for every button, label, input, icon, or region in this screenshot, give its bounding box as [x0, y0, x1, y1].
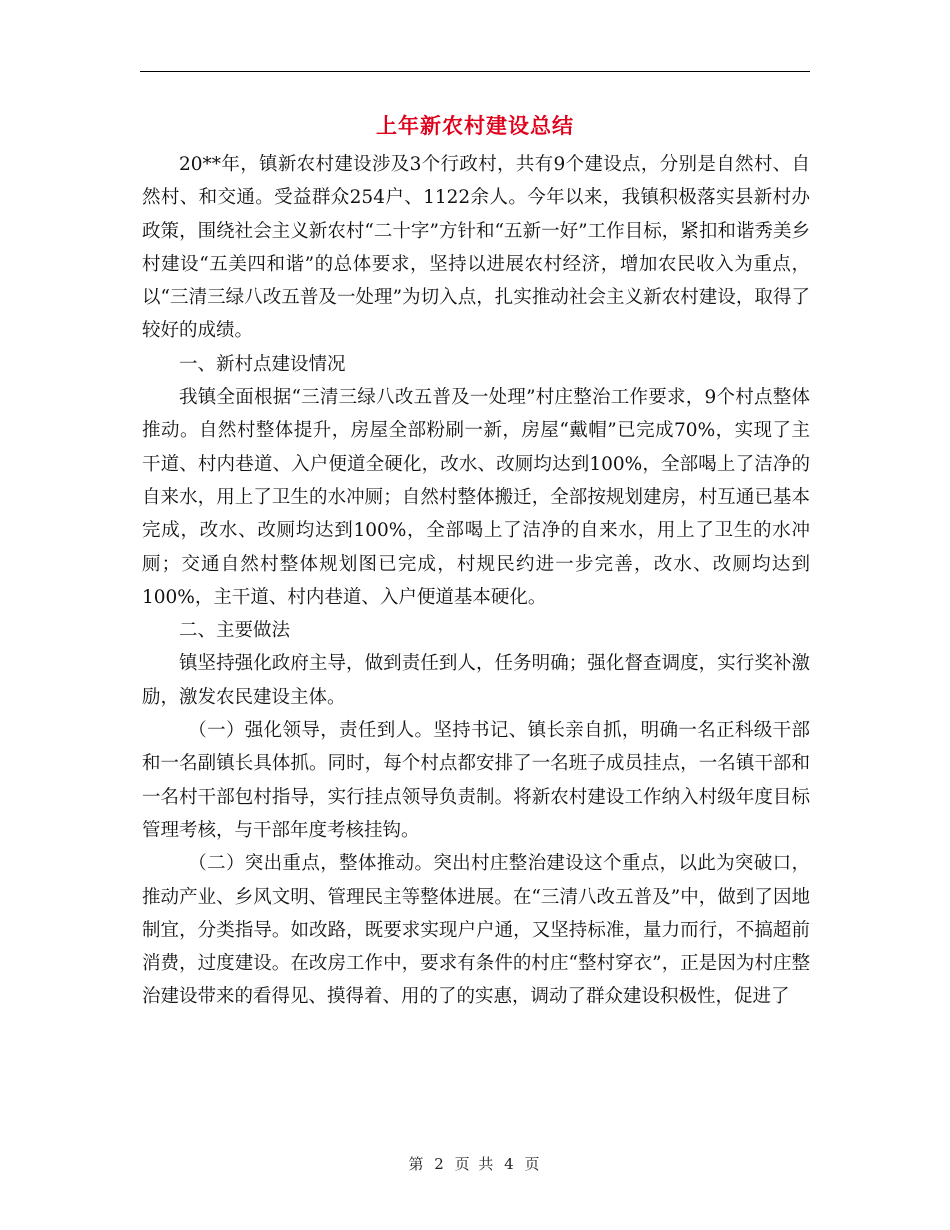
paragraph-village-status: 我镇全面根据“三清三绿八改五普及一处理”村庄整治工作要求，9个村点整体推动。自然村整体提升，房屋全部粉刷一新，房屋“戴帽”已完成70%，实现了主干道、村内巷道、入户便道全硬化，改水、改厕均达到100%，全部喝上了洁净的自来水，用上了卫生的水冲厕；自然村整体搬迁，全部按规划建房，村互通已基本完成，改水、改厕均达到100%，全部喝上了洁净的自来水，用上了卫生的水冲厕；交通自然村整体规划图已完成，村规民约进一步完善，改水、改厕均达到100%，主干道、村内巷道、入户便道基本硬化。	[142, 387, 810, 608]
footer-prefix: 第	[408, 1155, 426, 1173]
header-rule	[140, 71, 810, 72]
footer-suffix: 页	[524, 1155, 542, 1173]
section-heading-2: 二、主要做法	[179, 620, 291, 642]
document-body	[142, 148, 810, 1014]
page-footer	[0, 1152, 950, 1176]
paragraph-subsection-1: （一）强化领导，责任到人。坚持书记、镇长亲自抓，明确一名正科级干部和一名副镇长具体抓。同时，每个村点都安排了一名班子成员挂点，一名镇干部和一名村干部包村指导，实行挂点领导负责制。将新农村建设工作纳入村级年度目标管理考核，与干部年度考核挂钩。	[142, 720, 810, 841]
footer-page-number: 2	[434, 1155, 446, 1173]
document-title: 上年新农村建设总结	[376, 113, 574, 138]
paragraph-intro: 20**年，镇新农村建设涉及3个行政村，共有9个建设点，分别是自然村、自然村、和交通。受益群众254户、1122余人。今年以来，我镇积极落实县新村办政策，围绕社会主义新农村“二十字”方针和“五新一好”工作目标，紧扣和谐秀美乡村建设“五美四和谐”的总体要求，坚持以进展农村经济，增加农民收入为重点，以“三清三绿八改五普及一处理”为切入点，扎实推动社会主义新农村建设，取得了较好的成绩。	[142, 154, 810, 342]
paragraph-subsection-2: （二）突出重点，整体推动。突出村庄整治建设这个重点，以此为突破口，推动产业、乡风文明、管理民主等整体进展。在“三清八改五普及”中，做到了因地制宜，分类指导。如改路，既要求实现户户通，又坚持标准，量力而行，不搞超前消费，过度建设。在改房工作中，要求有条件的村庄“整村穿衣”，正是因为村庄整治建设带来的看得见、摸得着、用的了的实惠，调动了群众建设积极性，促进了	[142, 853, 810, 1008]
paragraph-main-approach: 镇坚持强化政府主导，做到责任到人，任务明确；强化督查调度，实行奖补激励，激发农民建设主体。	[142, 653, 810, 708]
section-heading-1: 一、新村点建设情况	[179, 353, 346, 375]
footer-middle: 页 共	[454, 1155, 496, 1173]
footer-total-pages: 4	[504, 1155, 516, 1173]
